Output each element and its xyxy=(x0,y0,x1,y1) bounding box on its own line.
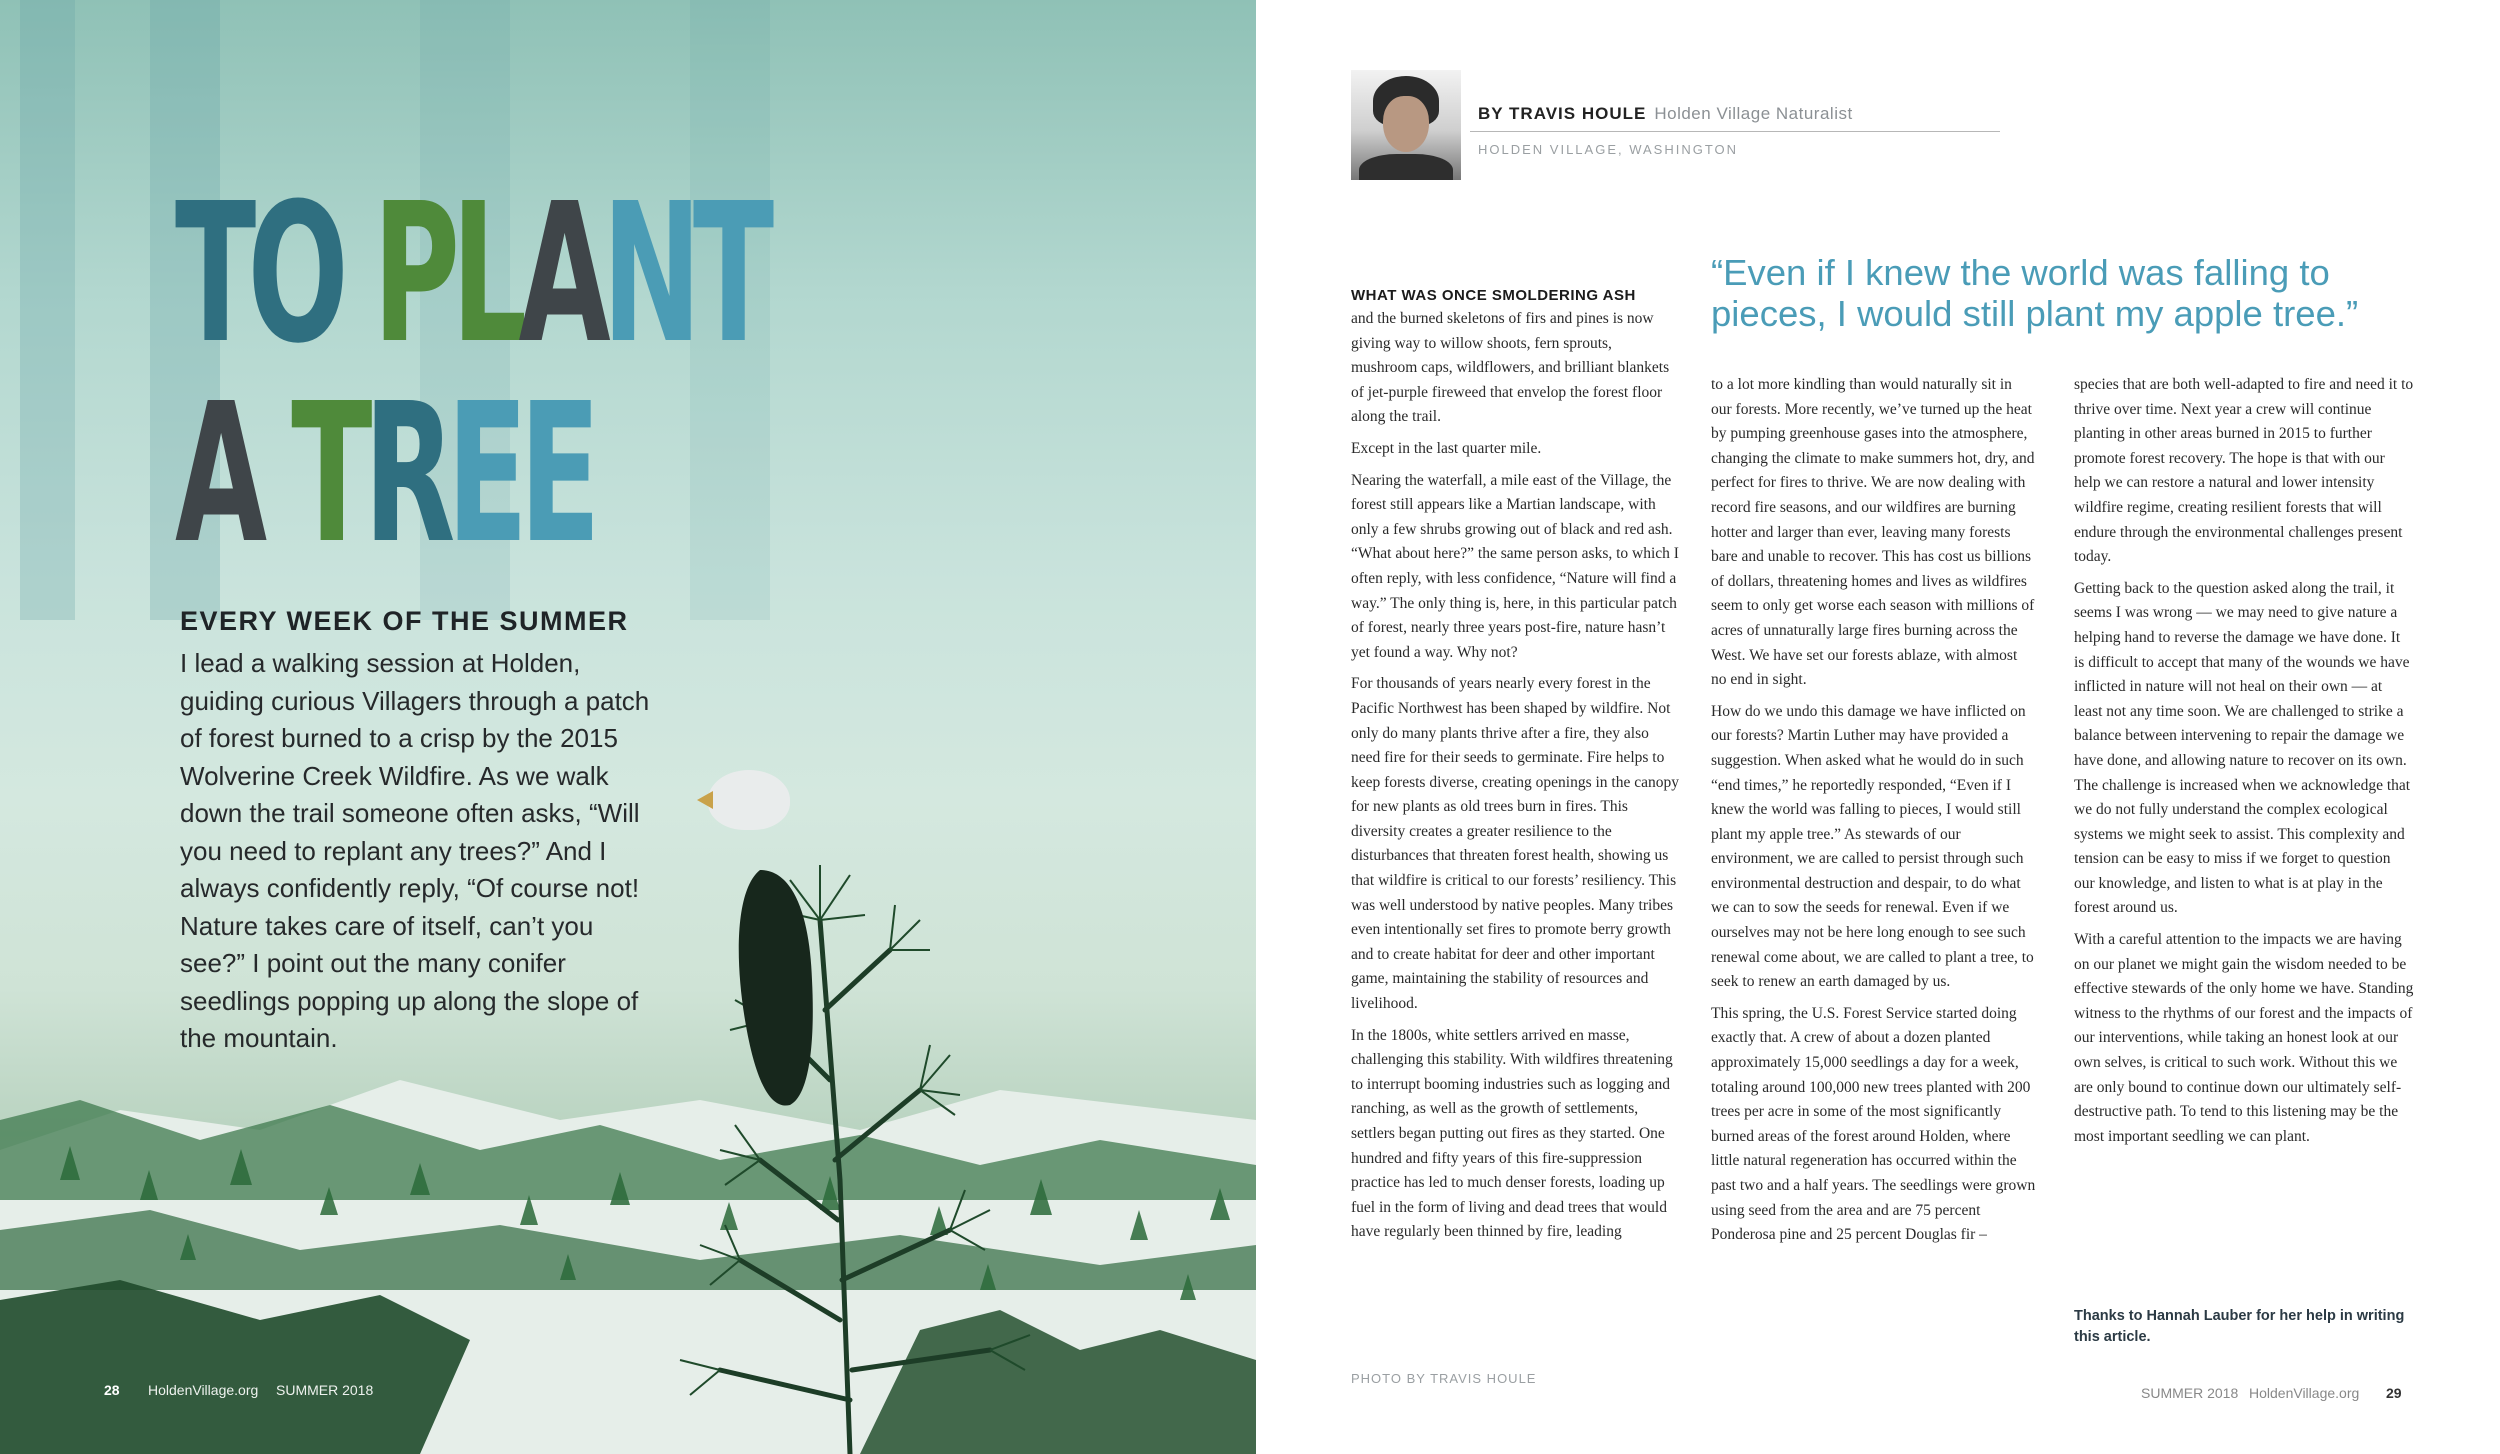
title-segment: EE xyxy=(446,363,592,586)
author-location: HOLDEN VILLAGE, WASHINGTON xyxy=(1478,142,1739,157)
folio-site: HoldenVillage.org xyxy=(148,1382,259,1398)
title-segment: PL xyxy=(372,163,519,386)
paragraph: With a careful attention to the impacts we are having on our planet we might gain the wisdom needed to be effective stewards of the only home we have. Standing witness to the rhythms of our forest and the impacts of our interventions, while taking an honest look at our own selves, is critical to such work. Without this we are only bound to continue down our ultimately self-destructive path. To tend to this listening may be the most important seedling we can plant. xyxy=(2074,931,2414,1145)
eagle-beak xyxy=(697,791,713,809)
folio-issue: SUMMER 2018 xyxy=(2141,1385,2239,1401)
folio-issue: SUMMER 2018 xyxy=(276,1382,374,1398)
title-segment: T xyxy=(291,363,364,586)
folio-site: HoldenVillage.org xyxy=(2249,1385,2360,1401)
paragraph: and the burned skeletons of firs and pines is now giving way to willow shoots, fern sprouts, mushroom caps, wildflowers, and brilliant blankets of jet-purple fireweed that envelop the forest floor along the trail. xyxy=(1351,310,1670,426)
author-name: BY TRAVIS HOULE xyxy=(1478,104,1647,123)
section-lead: WHAT WAS ONCE SMOLDERING ASH xyxy=(1351,287,1636,304)
lede-body: I lead a walking session at Holden, guiding curious Villagers through a patch of forest burned to a crisp by the 2015 Wolverine Creek Wildfire. As we walk down the trail someone often asks, “Will you need to replant any trees?” And I always confidently reply, “Of course not! Nature takes care of itself, can’t you see?” I point out the many conifer seedlings popping up along the slope of the mountain. xyxy=(180,648,650,1053)
author-portrait xyxy=(1351,70,1461,180)
pull-quote: “Even if I knew the world was falling to pieces, I would still plant my apple tree.” xyxy=(1711,252,2359,334)
byline-divider xyxy=(1470,131,2000,132)
lede-heading: EVERY WEEK OF THE SUMMER xyxy=(180,606,629,636)
title-line-2 xyxy=(175,363,765,586)
title-segment: A xyxy=(175,363,259,586)
title-segment: NT xyxy=(601,163,766,386)
paragraph: Except in the last quarter mile. xyxy=(1351,439,1542,457)
title-segment xyxy=(258,363,291,586)
page-number: 28 xyxy=(104,1382,120,1398)
paragraph: In the 1800s, white settlers arrived en masse, challenging this stability. With wildfires threatening to interrupt booming industries such as logging and ranching, as well as the growth of settlements, settlers began putting out fires as they started. One hundred and fifty years of this fire-suppression practice has led to much denser forests, loading up fuel in the form of living and dead trees that would have regularly been thinned by fire, leading xyxy=(1351,1026,1673,1241)
paragraph: to a lot more kindling than would naturally sit in our forests. More recently, we’ve turned up the heat by pumping greenhouse gases into the atmosphere, changing the climate to make summers hot, dry, and perfect for fires to thrive. We are now dealing with record fire seasons, and our wildfires are burning hotter and larger than ever, leaving many forests bare and unable to recover. This has cost us billions of dollars, threatening homes and lives as wildfires seem to only get worse each season with millions of acres of unnaturally large fires burning across the West. We have set our forests ablaze, with almost no end in sight. xyxy=(1711,376,2035,689)
title-segment: A xyxy=(518,163,602,386)
text-column-1 xyxy=(1351,307,1681,1252)
photo-credit: PHOTO BY TRAVIS HOULE xyxy=(1351,1371,1537,1386)
right-page-article xyxy=(1256,0,2500,1454)
paragraph: Getting back to the question asked along the trail, it seems I was wrong — we may need to give nature a helping hand to reverse the damage we have done. It is difficult to accept that many of the wounds we have inflicted in nature will not heal on their own — at least not any time soon. We are challenged to strike a balance between intervening to repair the damage we have done, and allowing nature to recover on its own. The challenge is increased when we acknowledge that we do not fully understand the complex ecological systems we might seek to assist. This complexity and tension can be easy to miss if we forget to question our knowledge, and listen to what is at play in the forest around us. xyxy=(2074,579,2411,917)
byline xyxy=(1478,104,1853,124)
title-segment: R xyxy=(363,363,447,586)
title-segment: TO xyxy=(175,163,341,386)
eagle-head xyxy=(708,770,790,830)
paragraph: How do we undo this damage we have inflicted on our forests? Martin Luther may have provided a suggestion. When asked what he would do in such “end times,” he reportedly responded, “Even if I knew the world was falling to pieces, I would still plant my apple tree.” As stewards of our environment, we are called to persist through such environmental destruction and despair, to do what we can to sow the seeds for renewal. Even if we ourselves may not be here long enough to see such renewal come about, we are called to plant a tree, to seek to renew an earth damaged by us. xyxy=(1711,702,2034,991)
title-line-1 xyxy=(175,163,766,386)
page-number: 29 xyxy=(2386,1385,2402,1401)
paragraph: species that are both well-adapted to fire and need it to thrive over time. Next year a crew will continue planting in other areas burned in 2015 to further promote forest recovery. The hope is that with our help we can restore a natural and lower intensity wildfire regime, creating resilient forests that will endure through the environmental challenges present today. xyxy=(2074,376,2414,566)
paragraph: For thousands of years nearly every forest in the Pacific Northwest has been shaped by wildfire. Not only do many plants thrive after a fire, they also need fire for their seeds to germinate. Fire helps to keep forests diverse, creating openings in the canopy for new plants as old trees burn in fires. This diversity creates a greater resilience to the disturbances that threaten forest health, showing us that wildfire is critical to our forests’ resiliency. This was well understood by native peoples. Many tribes even intentionally set fires to promote berry growth and to create habitat for deer and other important game, maintaining the stability of resources and livelihood. xyxy=(1351,675,1679,1013)
text-column-2 xyxy=(1711,373,2036,1255)
acknowledgement: Thanks to Hannah Lauber for her help in writing this article. xyxy=(2074,1308,2405,1345)
title-segment xyxy=(340,163,373,386)
text-column-3 xyxy=(2074,373,2414,1156)
paragraph: Nearing the waterfall, a mile east of the Village, the forest still appears like a Martian landscape, with only a few shrubs growing out of black and red ash. “What about here?” the same person asks, to which I often reply, with less confidence, “Nature will find a way.” The only thing is, here, in this particular patch of forest, nearly three years post-fire, nature hasn’t yet found a way. Why not? xyxy=(1351,471,1679,661)
paragraph: This spring, the U.S. Forest Service started doing exactly that. A crew of about a dozen planted approximately 15,000 seedlings a day for a week, totaling around 100,000 new trees planted with 200 trees per acre in some of the most significantly burned areas of the forest around Holden, where little natural regeneration has occurred within the past two and a half years. The seedlings were grown using seed from the area and are 75 percent Ponderosa pine and 25 percent Douglas fir – xyxy=(1711,1004,2036,1244)
article-title xyxy=(175,163,766,586)
author-role: Holden Village Naturalist xyxy=(1654,104,1853,123)
